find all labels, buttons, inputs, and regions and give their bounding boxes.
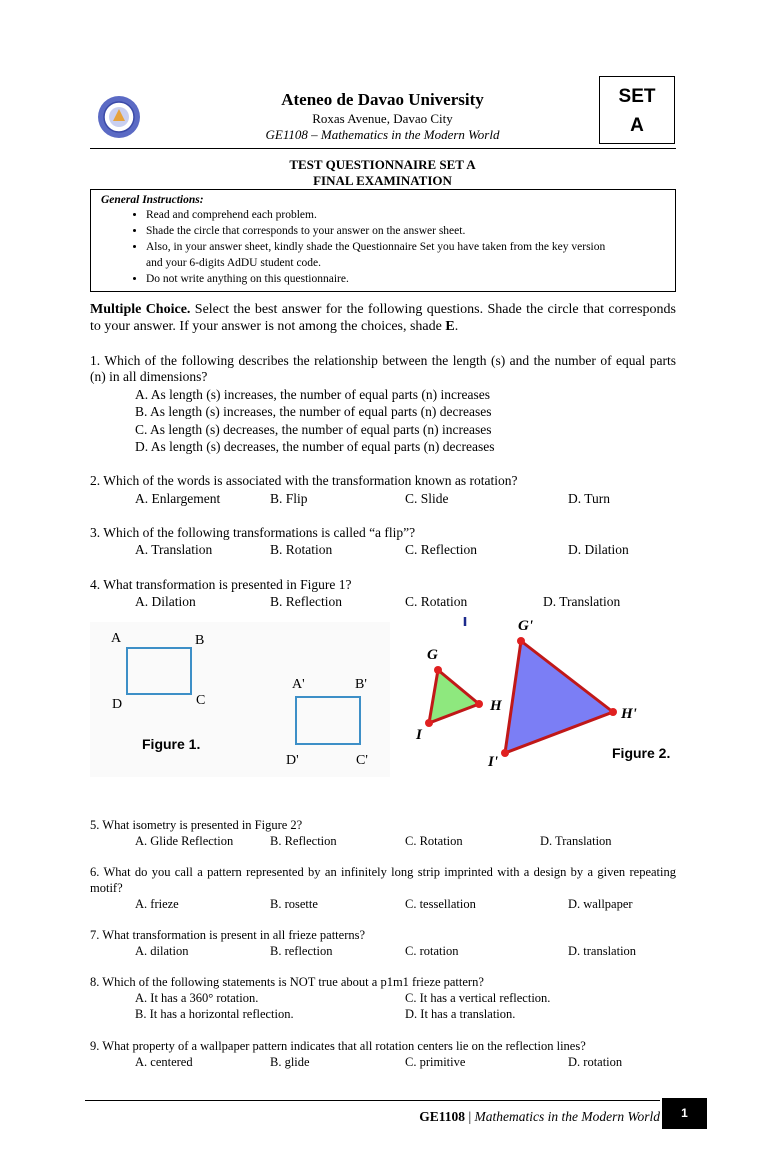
question-9: 9. What property of a wallpaper pattern indicates that all rotation centers lie on the reflection lines?	[90, 1039, 586, 1053]
instruction-item: • Shade the circle that corresponds to your answer on the answer sheet.	[146, 223, 665, 239]
footer-divider	[85, 1100, 660, 1101]
label-c: C	[196, 693, 206, 708]
q8-option-b: B. It has a horizontal reflection.	[135, 1007, 294, 1021]
instructions-heading: General Instructions:	[101, 194, 204, 206]
intro-text: Select the best answer for the following questions. Shade the circle that corresponds to your answer. If your answer is not among the choices, shade	[90, 302, 677, 334]
vertex-g-prime	[517, 637, 525, 645]
question-2: 2. Which of the words is associated with the transformation known as rotation?	[90, 473, 518, 488]
instructions-list	[101, 207, 665, 287]
q5-option-c: C. Rotation	[405, 834, 463, 848]
q1-option-d: D. As length (s) decreases, the number of equal parts (n) decreases	[135, 439, 495, 454]
instruction-item	[146, 239, 665, 271]
q6-option-b: B. rosette	[270, 897, 318, 911]
q1-option-c: C. As length (s) decreases, the number of equal parts (n) increases	[135, 422, 492, 437]
vertex-i	[425, 719, 433, 727]
questionnaire-title: TEST QUESTIONNAIRE SET A	[289, 157, 476, 172]
header-divider	[90, 148, 676, 149]
question-3: 3. Which of the following transformations is called “a flip”?	[90, 525, 416, 540]
q6-option-d: D. wallpaper	[568, 897, 633, 911]
label-b: B	[195, 633, 205, 648]
instruction-text-continued: and your 6-digits AdDU student code.	[146, 257, 322, 269]
vertex-h	[475, 700, 483, 708]
set-label: SET	[618, 86, 656, 107]
figure-1-caption: Figure 1.	[142, 736, 201, 752]
label-g-prime: G'	[518, 618, 533, 634]
q8-option-c: C. It has a vertical reflection.	[405, 991, 551, 1005]
q7-option-b: B. reflection	[270, 944, 333, 958]
q4-option-d: D. Translation	[543, 594, 621, 609]
question-8: 8. Which of the following statements is NOT true about a p1m1 frieze pattern?	[90, 975, 484, 989]
q9-option-a: A. centered	[135, 1055, 193, 1069]
q9-option-d: D. rotation	[568, 1055, 623, 1069]
q4-option-c: C. Rotation	[405, 594, 468, 609]
footer-course-name: Mathematics in the Modern World	[474, 1109, 660, 1124]
q3-option-a: A. Translation	[135, 542, 213, 557]
multiple-choice-intro	[90, 301, 676, 335]
q6-option-c: C. tessellation	[405, 897, 476, 911]
instruction-text: Also, in your answer sheet, kindly shade the Questionnaire Set you have taken from the key version	[146, 241, 606, 253]
q6-option-a: A. frieze	[135, 897, 179, 911]
q5-option-a: A. Glide Reflection	[135, 834, 234, 848]
rect-abcd	[126, 647, 192, 695]
question-4: 4. What transformation is presented in Figure 1?	[90, 577, 352, 592]
question-1: 1. Which of the following describes the relationship between the length (s) and the number of equal parts (n) in all dimensions?	[90, 353, 676, 384]
q1-option-b: B. As length (s) increases, the number of equal parts (n) decreases	[135, 404, 492, 419]
course-title: GE1108 – Mathematics in the Modern World	[265, 127, 500, 142]
figure-1	[90, 622, 390, 777]
q4-option-b: B. Reflection	[270, 594, 342, 609]
triangle-ghi-prime	[505, 641, 613, 753]
vertex-i-prime	[501, 749, 509, 757]
q2-option-b: B. Flip	[270, 491, 308, 506]
q9-option-b: B. glide	[270, 1055, 310, 1069]
set-value: A	[630, 115, 644, 136]
q8-option-d: D. It has a translation.	[405, 1007, 516, 1021]
question-5: 5. What isometry is presented in Figure 2?	[90, 818, 303, 832]
question-7: 7. What transformation is present in all frieze patterns?	[90, 928, 366, 942]
label-g: G	[427, 647, 438, 663]
figure-2-caption: Figure 2.	[612, 745, 671, 761]
triangle-ghi	[429, 670, 479, 723]
q1-option-a: A. As length (s) increases, the number of equal parts (n) increases	[135, 387, 491, 402]
question-6: 6. What do you call a pattern represented by an infinitely long strip imprinted with a design by a given repeating motif?	[90, 865, 676, 895]
label-h: H	[490, 698, 502, 714]
exam-title: FINAL EXAMINATION	[313, 173, 452, 188]
label-c-prime: C'	[356, 753, 368, 768]
label-i-prime: I'	[488, 754, 499, 770]
q3-option-d: D. Dilation	[568, 542, 629, 557]
vertex-g	[434, 666, 442, 674]
figure-2	[398, 612, 678, 782]
footer-separator: |	[465, 1109, 475, 1124]
vertex-h-prime	[609, 708, 617, 716]
q8-option-a: A. It has a 360° rotation.	[135, 991, 259, 1005]
q2-option-c: C. Slide	[405, 491, 449, 506]
intro-answer-e: E	[445, 319, 455, 334]
page-number: 1	[662, 1098, 707, 1129]
q4-option-a: A. Dilation	[135, 594, 196, 609]
q7-option-d: D. translation	[568, 944, 637, 958]
label-b-prime: B'	[355, 677, 367, 692]
q3-option-c: C. Reflection	[405, 542, 477, 557]
university-name: Ateneo de Davao University	[281, 90, 484, 109]
q3-option-b: B. Rotation	[270, 542, 333, 557]
label-d-prime: D'	[286, 753, 299, 768]
q7-option-a: A. dilation	[135, 944, 189, 958]
q9-option-c: C. primitive	[405, 1055, 466, 1069]
footer-course-code: GE1108	[419, 1109, 466, 1124]
q5-option-d: D. Translation	[540, 834, 612, 848]
footer-course	[380, 1109, 660, 1125]
instruction-item: • Read and comprehend each problem.	[146, 207, 665, 223]
instruction-item: • Do not write anything on this questionnaire.	[146, 271, 665, 287]
set-box	[599, 76, 675, 144]
label-a-prime: A'	[292, 677, 305, 692]
label-d: D	[112, 697, 123, 712]
university-address: Roxas Avenue, Davao City	[312, 111, 453, 126]
label-a: A	[111, 631, 122, 646]
intro-period: .	[454, 319, 459, 334]
q5-option-b: B. Reflection	[270, 834, 337, 848]
general-instructions-box	[90, 189, 676, 292]
q2-option-a: A. Enlargement	[135, 491, 221, 506]
label-i: I	[416, 727, 422, 743]
intro-bold: Multiple Choice.	[90, 302, 191, 317]
q2-option-d: D. Turn	[568, 491, 611, 506]
q7-option-c: C. rotation	[405, 944, 459, 958]
label-h-prime: H'	[621, 706, 637, 722]
rect-abcd-prime	[295, 696, 361, 745]
